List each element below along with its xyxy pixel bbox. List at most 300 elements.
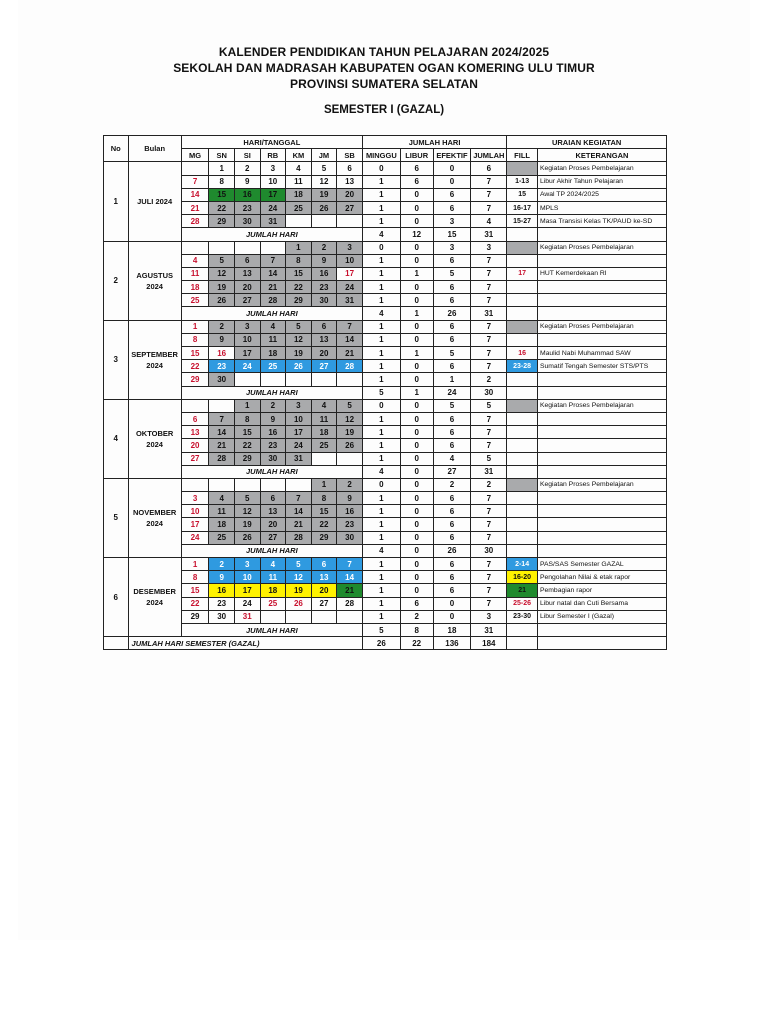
date-cell: 14 bbox=[209, 426, 235, 439]
date-cell: 21 bbox=[260, 281, 286, 294]
minggu-count: 1 bbox=[362, 320, 400, 333]
date-cell: 31 bbox=[286, 452, 312, 465]
date-cell: 17 bbox=[234, 584, 260, 597]
week-row bbox=[104, 201, 667, 214]
date-cell bbox=[181, 399, 209, 412]
date-cell: 1 bbox=[311, 478, 337, 491]
efektif-count: 6 bbox=[433, 439, 471, 452]
title-line-2: SEKOLAH DAN MADRASAH KABUPATEN OGAN KOMERING ULU TIMUR bbox=[173, 61, 595, 75]
month-number: 2 bbox=[104, 241, 129, 320]
jumlah-count: 3 bbox=[471, 241, 507, 254]
minggu-count: 1 bbox=[362, 610, 400, 623]
date-cell: 30 bbox=[209, 610, 235, 623]
date-cell: 26 bbox=[286, 597, 312, 610]
subtotal-ket-empty bbox=[537, 386, 666, 399]
minggu-count: 0 bbox=[362, 162, 400, 175]
date-cell: 7 bbox=[181, 175, 209, 188]
efektif-count: 6 bbox=[433, 294, 471, 307]
week-row bbox=[104, 373, 667, 386]
date-cell bbox=[337, 610, 363, 623]
jumlah-count: 7 bbox=[471, 531, 507, 544]
fill-cell: 23-28 bbox=[507, 360, 538, 373]
jumlah-count: 5 bbox=[471, 399, 507, 412]
date-cell: 12 bbox=[311, 175, 337, 188]
header-keterangan: KETERANGAN bbox=[537, 149, 666, 162]
keterangan-cell bbox=[537, 452, 666, 465]
month-name: NOVEMBER 2024 bbox=[128, 478, 181, 557]
week-row bbox=[104, 478, 667, 491]
date-cell: 5 bbox=[337, 399, 363, 412]
date-cell: 31 bbox=[260, 215, 286, 228]
week-row bbox=[104, 412, 667, 425]
date-cell: 20 bbox=[234, 281, 260, 294]
date-cell: 24 bbox=[337, 281, 363, 294]
semester-total-row bbox=[104, 637, 667, 650]
libur-count: 0 bbox=[400, 320, 433, 333]
fill-cell: 17 bbox=[507, 267, 538, 280]
date-cell: 19 bbox=[337, 426, 363, 439]
subtotal-value: 18 bbox=[433, 623, 471, 636]
date-cell: 31 bbox=[234, 610, 260, 623]
week-row bbox=[104, 333, 667, 346]
keterangan-cell bbox=[537, 439, 666, 452]
date-cell: 8 bbox=[209, 175, 235, 188]
date-cell: 28 bbox=[337, 597, 363, 610]
efektif-count: 0 bbox=[433, 597, 471, 610]
date-cell: 17 bbox=[260, 188, 286, 201]
header-day-sb: SB bbox=[337, 149, 363, 162]
date-cell bbox=[234, 373, 260, 386]
date-cell: 16 bbox=[234, 188, 260, 201]
jumlah-count: 7 bbox=[471, 201, 507, 214]
document-title bbox=[0, 44, 768, 92]
date-cell: 4 bbox=[209, 492, 235, 505]
date-cell: 25 bbox=[181, 294, 209, 307]
month-number: 1 bbox=[104, 162, 129, 241]
date-cell: 7 bbox=[260, 254, 286, 267]
date-cell: 19 bbox=[286, 347, 312, 360]
jumlah-count: 7 bbox=[471, 333, 507, 346]
date-cell: 23 bbox=[234, 201, 260, 214]
date-cell: 9 bbox=[260, 412, 286, 425]
date-cell: 29 bbox=[234, 452, 260, 465]
efektif-count: 6 bbox=[433, 584, 471, 597]
jumlah-count: 7 bbox=[471, 254, 507, 267]
date-cell: 9 bbox=[209, 571, 235, 584]
date-cell: 23 bbox=[260, 439, 286, 452]
date-cell: 2 bbox=[337, 478, 363, 491]
date-cell: 9 bbox=[234, 175, 260, 188]
month-number: 6 bbox=[104, 558, 129, 637]
date-cell: 6 bbox=[311, 558, 337, 571]
semester-total-jumlah: 184 bbox=[471, 637, 507, 650]
minggu-count: 1 bbox=[362, 426, 400, 439]
libur-count: 0 bbox=[400, 254, 433, 267]
fill-cell bbox=[507, 426, 538, 439]
subtotal-row bbox=[104, 228, 667, 241]
efektif-count: 5 bbox=[433, 267, 471, 280]
date-cell: 4 bbox=[181, 254, 209, 267]
date-cell: 5 bbox=[209, 254, 235, 267]
header-day-rb: RB bbox=[260, 149, 286, 162]
keterangan-cell bbox=[537, 373, 666, 386]
keterangan-cell: Sumatif Tengah Semester STS/PTS bbox=[537, 360, 666, 373]
efektif-count: 6 bbox=[433, 320, 471, 333]
month-number: 4 bbox=[104, 399, 129, 478]
jumlah-count: 7 bbox=[471, 412, 507, 425]
subtotal-value: 8 bbox=[400, 623, 433, 636]
fill-cell: 15-27 bbox=[507, 215, 538, 228]
date-cell bbox=[337, 215, 363, 228]
minggu-count: 1 bbox=[362, 505, 400, 518]
date-cell bbox=[286, 610, 312, 623]
libur-count: 6 bbox=[400, 162, 433, 175]
keterangan-cell: Kegiatan Proses Pembelajaran bbox=[537, 478, 666, 491]
keterangan-cell: Masa Transisi Kelas TK/PAUD ke-SD bbox=[537, 215, 666, 228]
libur-count: 0 bbox=[400, 294, 433, 307]
fill-cell: 16-20 bbox=[507, 571, 538, 584]
keterangan-cell bbox=[537, 333, 666, 346]
date-cell: 14 bbox=[260, 267, 286, 280]
week-row bbox=[104, 439, 667, 452]
date-cell: 18 bbox=[260, 584, 286, 597]
subtotal-value: 5 bbox=[362, 623, 400, 636]
date-cell: 10 bbox=[234, 571, 260, 584]
date-cell: 26 bbox=[209, 294, 235, 307]
date-cell: 28 bbox=[286, 531, 312, 544]
date-cell: 10 bbox=[234, 333, 260, 346]
date-cell bbox=[260, 610, 286, 623]
week-row bbox=[104, 452, 667, 465]
date-cell: 6 bbox=[260, 492, 286, 505]
date-cell bbox=[311, 373, 337, 386]
subtotal-row bbox=[104, 623, 667, 636]
fill-cell: 21 bbox=[507, 584, 538, 597]
date-cell: 2 bbox=[311, 241, 337, 254]
keterangan-cell bbox=[537, 412, 666, 425]
date-cell bbox=[337, 373, 363, 386]
title-line-3: PROVINSI SUMATERA SELATAN bbox=[289, 77, 479, 91]
keterangan-cell bbox=[537, 281, 666, 294]
date-cell: 1 bbox=[234, 399, 260, 412]
date-cell: 28 bbox=[337, 360, 363, 373]
subtotal-fill-empty bbox=[507, 544, 538, 557]
week-row bbox=[104, 294, 667, 307]
subtotal-value: 4 bbox=[362, 544, 400, 557]
date-cell: 24 bbox=[286, 439, 312, 452]
date-cell: 2 bbox=[260, 399, 286, 412]
keterangan-cell: Libur Semester I (Gazal) bbox=[537, 610, 666, 623]
libur-count: 6 bbox=[400, 175, 433, 188]
date-cell: 6 bbox=[337, 162, 363, 175]
date-cell: 30 bbox=[337, 531, 363, 544]
date-cell: 4 bbox=[286, 162, 312, 175]
efektif-count: 1 bbox=[433, 373, 471, 386]
date-cell: 4 bbox=[260, 320, 286, 333]
subtotal-value: 26 bbox=[433, 307, 471, 320]
fill-cell bbox=[507, 373, 538, 386]
libur-count: 0 bbox=[400, 426, 433, 439]
date-cell: 9 bbox=[209, 333, 235, 346]
date-cell bbox=[286, 215, 312, 228]
jumlah-count: 7 bbox=[471, 505, 507, 518]
calendar-body bbox=[104, 162, 667, 637]
date-cell: 25 bbox=[311, 439, 337, 452]
date-cell: 4 bbox=[311, 399, 337, 412]
fill-cell bbox=[507, 162, 538, 175]
efektif-count: 4 bbox=[433, 452, 471, 465]
week-row bbox=[104, 399, 667, 412]
subtotal-value: 0 bbox=[400, 465, 433, 478]
date-cell bbox=[181, 241, 209, 254]
date-cell: 18 bbox=[209, 518, 235, 531]
libur-count: 0 bbox=[400, 333, 433, 346]
fill-cell bbox=[507, 281, 538, 294]
minggu-count: 1 bbox=[362, 452, 400, 465]
fill-cell bbox=[507, 320, 538, 333]
date-cell: 8 bbox=[234, 412, 260, 425]
libur-count: 6 bbox=[400, 597, 433, 610]
date-cell: 19 bbox=[234, 518, 260, 531]
subtotal-value: 26 bbox=[433, 544, 471, 557]
date-cell bbox=[311, 452, 337, 465]
subtotal-value: 24 bbox=[433, 386, 471, 399]
subtotal-value: 4 bbox=[362, 228, 400, 241]
fill-cell bbox=[507, 399, 538, 412]
date-cell: 26 bbox=[234, 531, 260, 544]
subtotal-row bbox=[104, 544, 667, 557]
keterangan-cell: Maulid Nabi Muhammad SAW bbox=[537, 347, 666, 360]
subtotal-fill-empty bbox=[507, 386, 538, 399]
minggu-count: 0 bbox=[362, 478, 400, 491]
date-cell: 26 bbox=[311, 201, 337, 214]
subtotal-value: 1 bbox=[400, 307, 433, 320]
date-cell: 27 bbox=[311, 360, 337, 373]
week-row bbox=[104, 531, 667, 544]
date-cell: 20 bbox=[311, 584, 337, 597]
date-cell: 9 bbox=[337, 492, 363, 505]
date-cell: 17 bbox=[337, 267, 363, 280]
week-row bbox=[104, 558, 667, 571]
header-no: No bbox=[104, 136, 129, 162]
week-row bbox=[104, 584, 667, 597]
efektif-count: 6 bbox=[433, 333, 471, 346]
date-cell: 16 bbox=[260, 426, 286, 439]
efektif-count: 6 bbox=[433, 531, 471, 544]
date-cell: 20 bbox=[337, 188, 363, 201]
keterangan-cell: Pembagian rapor bbox=[537, 584, 666, 597]
keterangan-cell: Kegiatan Proses Pembelajaran bbox=[537, 399, 666, 412]
efektif-count: 6 bbox=[433, 188, 471, 201]
minggu-count: 1 bbox=[362, 254, 400, 267]
date-cell: 28 bbox=[260, 294, 286, 307]
week-row bbox=[104, 597, 667, 610]
libur-count: 0 bbox=[400, 360, 433, 373]
week-row bbox=[104, 571, 667, 584]
date-cell: 7 bbox=[337, 320, 363, 333]
date-cell: 22 bbox=[286, 281, 312, 294]
date-cell: 29 bbox=[286, 294, 312, 307]
subtotal-label: JUMLAH HARI bbox=[181, 465, 362, 478]
libur-count: 0 bbox=[400, 412, 433, 425]
efektif-count: 0 bbox=[433, 175, 471, 188]
header-libur: LIBUR bbox=[400, 149, 433, 162]
date-cell: 29 bbox=[181, 610, 209, 623]
month-name: OKTOBER 2024 bbox=[128, 399, 181, 478]
date-cell: 3 bbox=[286, 399, 312, 412]
date-cell: 21 bbox=[209, 439, 235, 452]
keterangan-cell bbox=[537, 426, 666, 439]
date-cell: 7 bbox=[286, 492, 312, 505]
date-cell bbox=[337, 452, 363, 465]
header-efektif: EFEKTIF bbox=[433, 149, 471, 162]
libur-count: 0 bbox=[400, 584, 433, 597]
subtotal-value: 12 bbox=[400, 228, 433, 241]
date-cell: 15 bbox=[286, 267, 312, 280]
semester-title: SEMESTER I (GAZAL) bbox=[323, 104, 445, 116]
subtotal-value: 30 bbox=[471, 386, 507, 399]
fill-cell: 15 bbox=[507, 188, 538, 201]
header-jumlah-hari: JUMLAH HARI bbox=[362, 136, 506, 149]
date-cell: 19 bbox=[311, 188, 337, 201]
keterangan-cell bbox=[537, 294, 666, 307]
date-cell: 30 bbox=[234, 215, 260, 228]
libur-count: 0 bbox=[400, 531, 433, 544]
week-row bbox=[104, 426, 667, 439]
header-day-km: KM bbox=[286, 149, 312, 162]
week-row bbox=[104, 267, 667, 280]
date-cell: 14 bbox=[337, 333, 363, 346]
date-cell: 18 bbox=[286, 188, 312, 201]
title-line-1: KALENDER PENDIDIKAN TAHUN PELAJARAN 2024/2025 bbox=[218, 45, 550, 59]
date-cell: 5 bbox=[286, 320, 312, 333]
fill-cell: 16 bbox=[507, 347, 538, 360]
date-cell: 25 bbox=[209, 531, 235, 544]
date-cell bbox=[311, 610, 337, 623]
date-cell: 17 bbox=[181, 518, 209, 531]
subtotal-value: 31 bbox=[471, 307, 507, 320]
date-cell: 26 bbox=[286, 360, 312, 373]
date-cell: 8 bbox=[181, 333, 209, 346]
date-cell bbox=[260, 241, 286, 254]
efektif-count: 6 bbox=[433, 492, 471, 505]
subtotal-ket-empty bbox=[537, 623, 666, 636]
minggu-count: 1 bbox=[362, 281, 400, 294]
date-cell: 27 bbox=[260, 531, 286, 544]
date-cell: 22 bbox=[209, 201, 235, 214]
date-cell: 25 bbox=[260, 360, 286, 373]
fill-cell bbox=[507, 478, 538, 491]
date-cell: 27 bbox=[181, 452, 209, 465]
fill-cell bbox=[507, 452, 538, 465]
minggu-count: 1 bbox=[362, 267, 400, 280]
date-cell: 1 bbox=[181, 320, 209, 333]
efektif-count: 3 bbox=[433, 215, 471, 228]
minggu-count: 1 bbox=[362, 584, 400, 597]
date-cell: 22 bbox=[311, 518, 337, 531]
jumlah-count: 7 bbox=[471, 518, 507, 531]
date-cell: 30 bbox=[311, 294, 337, 307]
date-cell: 16 bbox=[209, 347, 235, 360]
minggu-count: 1 bbox=[362, 558, 400, 571]
week-row bbox=[104, 215, 667, 228]
subtotal-ket-empty bbox=[537, 228, 666, 241]
date-cell: 13 bbox=[337, 175, 363, 188]
date-cell bbox=[234, 478, 260, 491]
efektif-count: 6 bbox=[433, 412, 471, 425]
subtotal-ket-empty bbox=[537, 307, 666, 320]
jumlah-count: 4 bbox=[471, 215, 507, 228]
semester-total-spacer bbox=[104, 637, 129, 650]
jumlah-count: 2 bbox=[471, 478, 507, 491]
month-number: 5 bbox=[104, 478, 129, 557]
keterangan-cell: Kegiatan Proses Pembelajaran bbox=[537, 241, 666, 254]
fill-cell bbox=[507, 492, 538, 505]
date-cell: 7 bbox=[337, 558, 363, 571]
semester-total-label: JUMLAH HARI SEMESTER (GAZAL) bbox=[128, 637, 362, 650]
efektif-count: 0 bbox=[433, 610, 471, 623]
fill-cell bbox=[507, 518, 538, 531]
jumlah-count: 7 bbox=[471, 426, 507, 439]
keterangan-cell bbox=[537, 518, 666, 531]
subtotal-value: 0 bbox=[400, 544, 433, 557]
week-row bbox=[104, 241, 667, 254]
calendar-table bbox=[103, 135, 667, 650]
date-cell: 8 bbox=[286, 254, 312, 267]
date-cell: 21 bbox=[181, 201, 209, 214]
date-cell: 2 bbox=[209, 558, 235, 571]
date-cell: 11 bbox=[260, 571, 286, 584]
date-cell: 3 bbox=[337, 241, 363, 254]
subtotal-value: 31 bbox=[471, 228, 507, 241]
jumlah-count: 7 bbox=[471, 267, 507, 280]
date-cell: 21 bbox=[337, 347, 363, 360]
date-cell: 12 bbox=[286, 571, 312, 584]
date-cell: 17 bbox=[234, 347, 260, 360]
efektif-count: 6 bbox=[433, 360, 471, 373]
date-cell: 31 bbox=[337, 294, 363, 307]
efektif-count: 2 bbox=[433, 478, 471, 491]
keterangan-cell bbox=[537, 505, 666, 518]
header-hari-tanggal: HARI/TANGGAL bbox=[181, 136, 362, 149]
date-cell: 6 bbox=[234, 254, 260, 267]
date-cell: 15 bbox=[209, 188, 235, 201]
date-cell: 3 bbox=[234, 558, 260, 571]
keterangan-cell: Kegiatan Proses Pembelajaran bbox=[537, 162, 666, 175]
subtotal-value: 30 bbox=[471, 544, 507, 557]
efektif-count: 6 bbox=[433, 505, 471, 518]
minggu-count: 1 bbox=[362, 531, 400, 544]
libur-count: 0 bbox=[400, 558, 433, 571]
date-cell: 27 bbox=[234, 294, 260, 307]
month-name: SEPTEMBER 2024 bbox=[128, 320, 181, 399]
date-cell: 16 bbox=[337, 505, 363, 518]
date-cell: 26 bbox=[337, 439, 363, 452]
minggu-count: 1 bbox=[362, 597, 400, 610]
libur-count: 0 bbox=[400, 439, 433, 452]
subtotal-label: JUMLAH HARI bbox=[181, 307, 362, 320]
minggu-count: 1 bbox=[362, 360, 400, 373]
efektif-count: 6 bbox=[433, 558, 471, 571]
date-cell: 25 bbox=[286, 201, 312, 214]
subtotal-value: 4 bbox=[362, 465, 400, 478]
fill-cell bbox=[507, 505, 538, 518]
keterangan-cell: Libur natal dan Cuti Bersama bbox=[537, 597, 666, 610]
jumlah-count: 7 bbox=[471, 320, 507, 333]
semester-total-libur: 22 bbox=[400, 637, 433, 650]
week-row bbox=[104, 188, 667, 201]
libur-count: 2 bbox=[400, 610, 433, 623]
